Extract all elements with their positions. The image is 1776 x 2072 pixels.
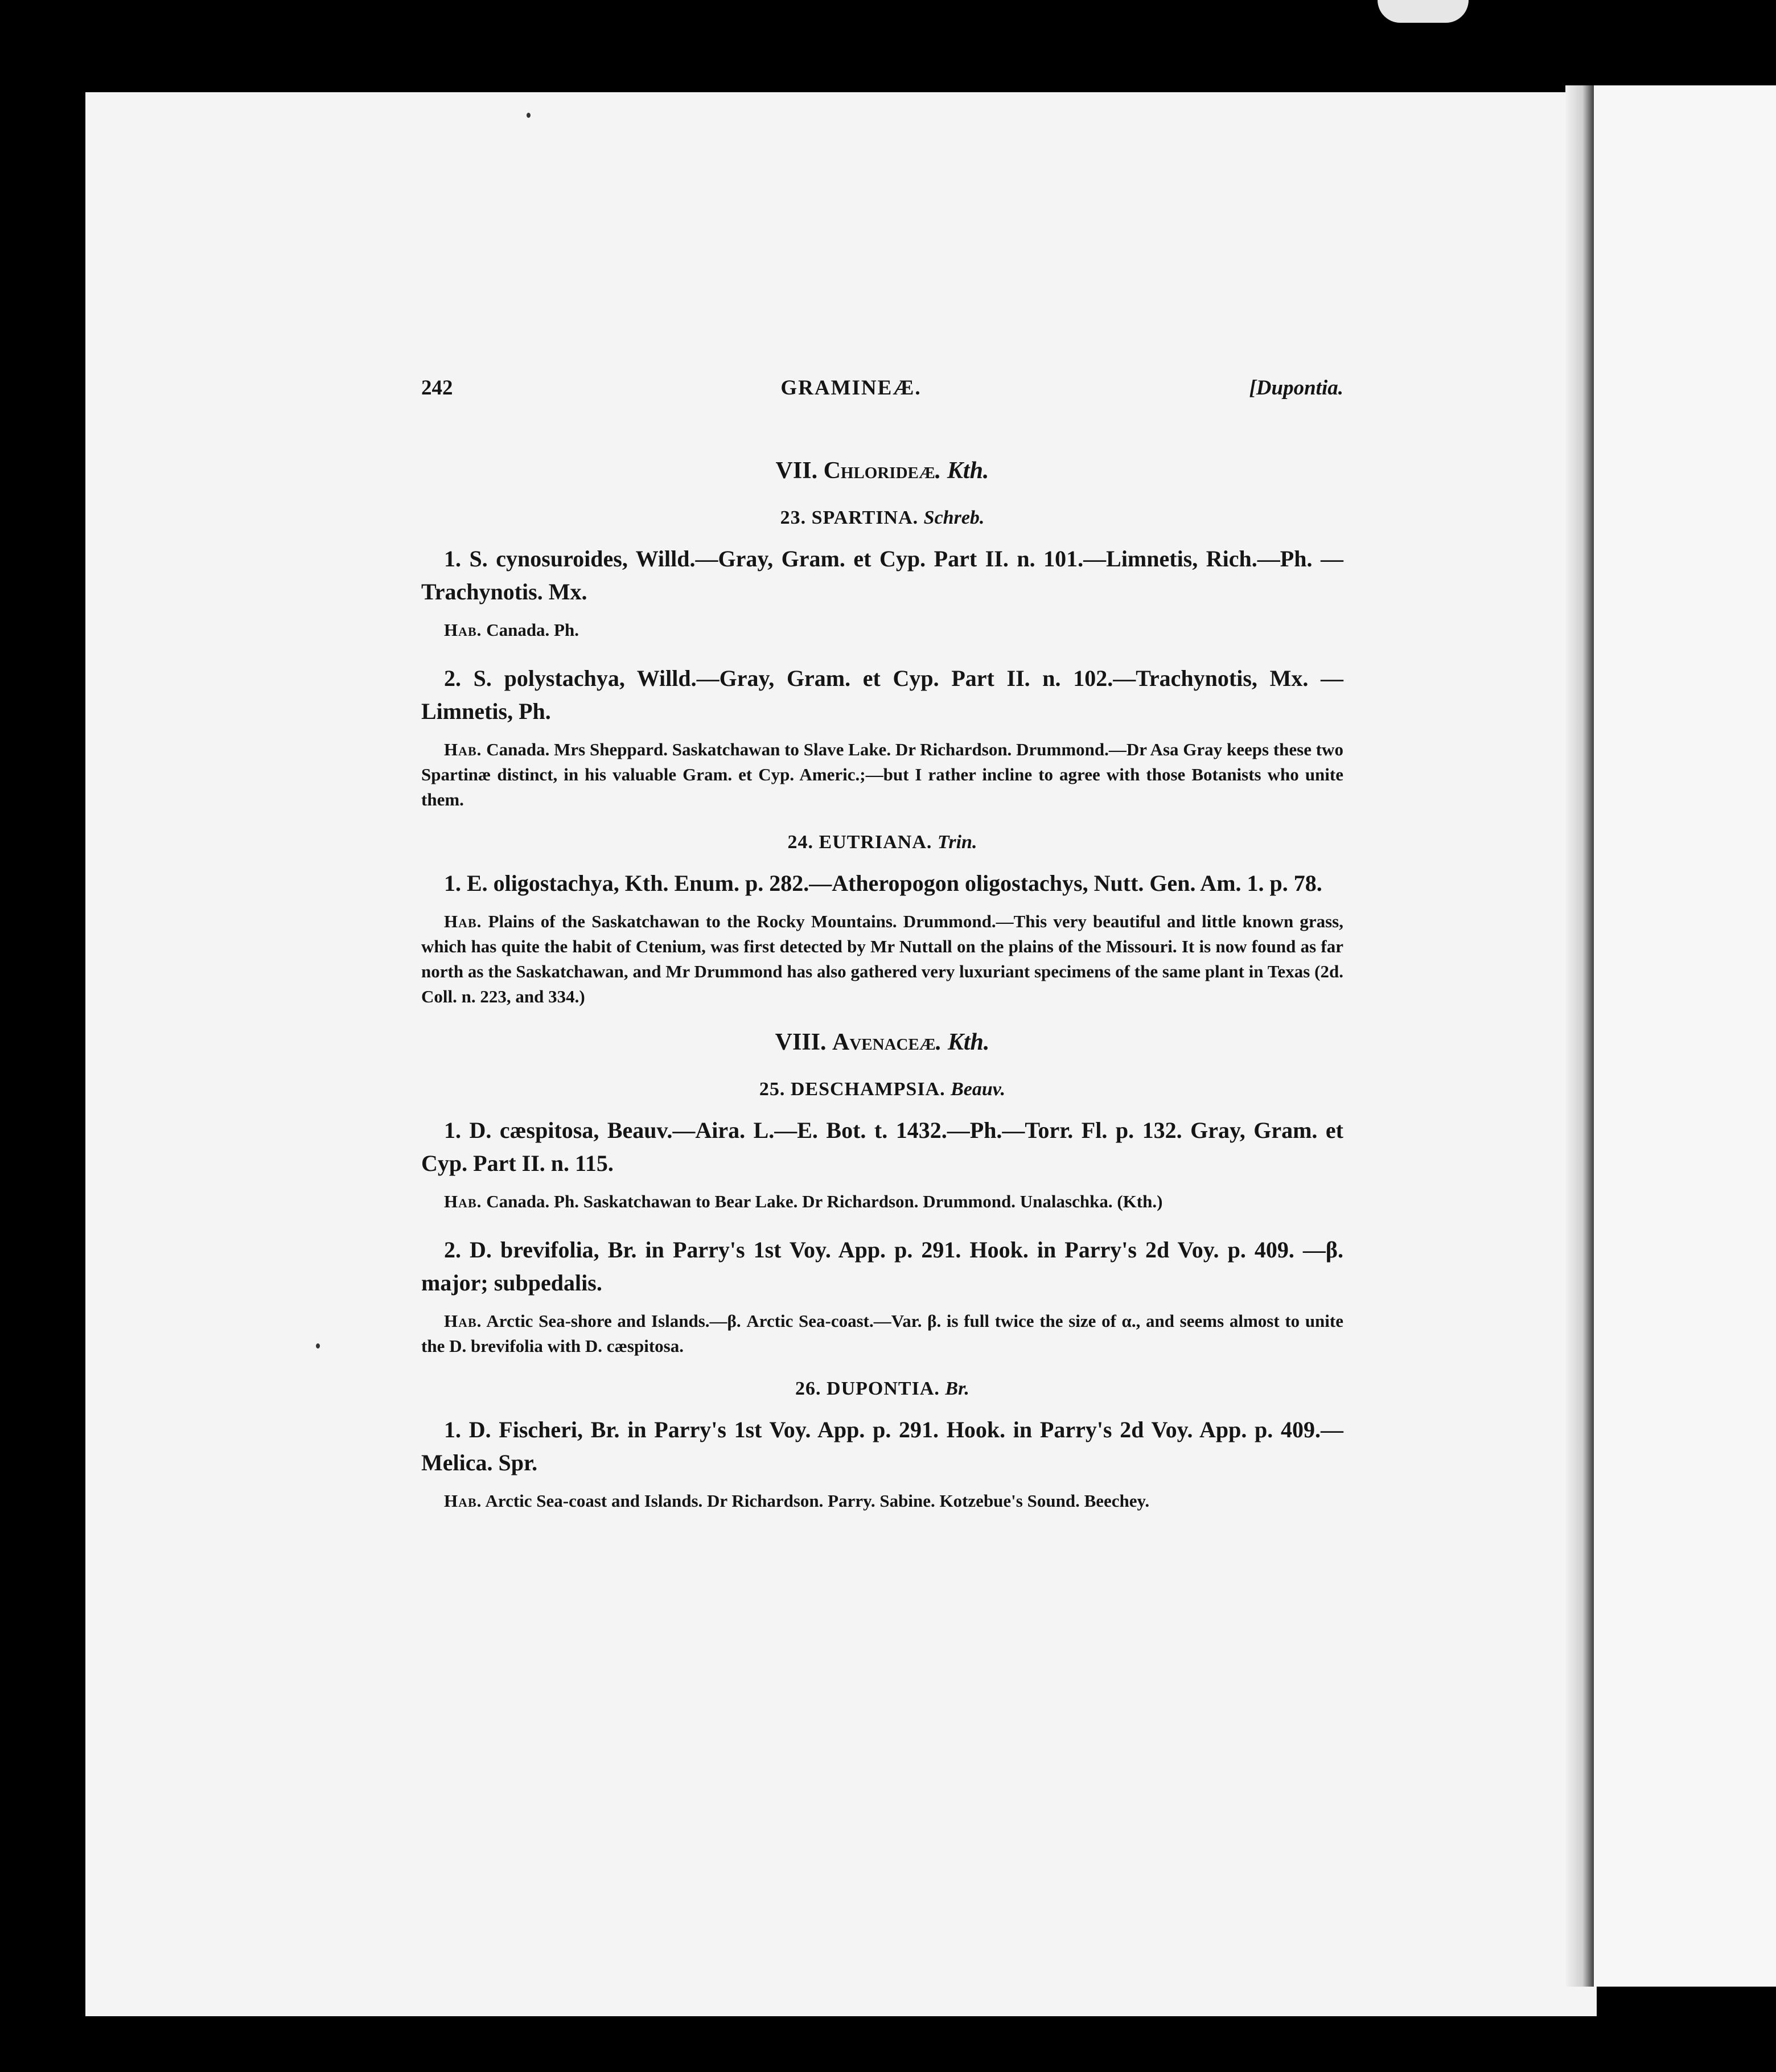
habitat-note: Hab. Plains of the Saskatchawan to the Rocky Mountains. Drummond.—This very beautiful and little known grass, which has quite the habit of Ctenium, was first detected by Mr Nuttall on the plains of the Missouri. It is now found as far north as the Saskatchawan, and Mr Drummond has also gathered very luxuriant specimens of the same plant in Texas (2d. Coll. n. 223, and 334.) bbox=[421, 911, 1343, 1006]
species-entry: 2. S. polystachya, Willd.—Gray, Gram. et Cyp. Part II. n. 102.—Trachynotis, Mx. —Limnetis, Ph. bbox=[421, 665, 1343, 724]
species-entry: 2. D. brevifolia, Br. in Parry's 1st Voy. App. p. 291. Hook. in Parry's 2d Voy. p. 409. —β. major; subpedalis. bbox=[421, 1237, 1343, 1296]
running-head bbox=[421, 376, 1343, 400]
page-content bbox=[421, 376, 1343, 1533]
tribe-heading: VIII. Avenaceæ. Kth. bbox=[775, 1029, 990, 1055]
page-number: 242 bbox=[421, 376, 453, 400]
species-entry: 1. D. Fischeri, Br. in Parry's 1st Voy. App. p. 291. Hook. in Parry's 2d Voy. App. p. 409.—Melica. Spr. bbox=[421, 1417, 1343, 1475]
habitat-note: Hab. Arctic Sea-coast and Islands. Dr Richardson. Parry. Sabine. Kotzebue's Sound. Beechey. bbox=[444, 1491, 1150, 1511]
species-entry: 1. S. cynosuroides, Willd.—Gray, Gram. et Cyp. Part II. n. 101.—Limnetis, Rich.—Ph. —Trachynotis. Mx. bbox=[421, 546, 1343, 605]
habitat-note: Hab. Canada. Ph. bbox=[444, 620, 579, 640]
facing-page-edge bbox=[1594, 85, 1776, 1987]
habitat-note: Hab. Arctic Sea-shore and Islands.—β. Arctic Sea-coast.—Var. β. is full twice the size of α., and seems almost to unite the D. brevifolia with D. cæspitosa. bbox=[421, 1311, 1343, 1356]
species-entry: 1. E. oligostachya, Kth. Enum. p. 282.—Atheropogon oligostachys, Nutt. Gen. Am. 1. p. 78. bbox=[444, 870, 1322, 896]
speck bbox=[316, 1343, 320, 1349]
running-catchword: [Dupontia. bbox=[1249, 376, 1343, 400]
habitat-note: Hab. Canada. Mrs Sheppard. Saskatchawan to Slave Lake. Dr Richardson. Drummond.—Dr Asa Gray keeps these two Spartinæ distinct, in his valuable Gram. et Cyp. Americ.;—but I rather incline to agree with those Botanists who unite them. bbox=[421, 739, 1343, 809]
genus-heading: 23. SPARTINA. Schreb. bbox=[780, 507, 985, 528]
genus-heading: 25. DESCHAMPSIA. Beauv. bbox=[759, 1079, 1006, 1100]
book-gutter bbox=[1565, 85, 1597, 1987]
speck bbox=[527, 113, 531, 118]
species-entry: 1. D. cæspitosa, Beauv.—Aira. L.—E. Bot. t. 1432.—Ph.—Torr. Fl. p. 132. Gray, Gram. et Cyp. Part II. n. 115. bbox=[421, 1117, 1343, 1176]
genus-heading: 26. DUPONTIA. Br. bbox=[795, 1378, 969, 1399]
tribe-heading: VII. Chlorideæ. Kth. bbox=[775, 458, 989, 484]
scan-artifact bbox=[1378, 0, 1469, 23]
genus-heading: 24. EUTRIANA. Trin. bbox=[787, 832, 977, 853]
habitat-note: Hab. Canada. Ph. Saskatchawan to Bear Lake. Dr Richardson. Drummond. Unalaschka. (Kth.) bbox=[444, 1191, 1163, 1211]
running-title: GRAMINEÆ. bbox=[780, 376, 922, 400]
